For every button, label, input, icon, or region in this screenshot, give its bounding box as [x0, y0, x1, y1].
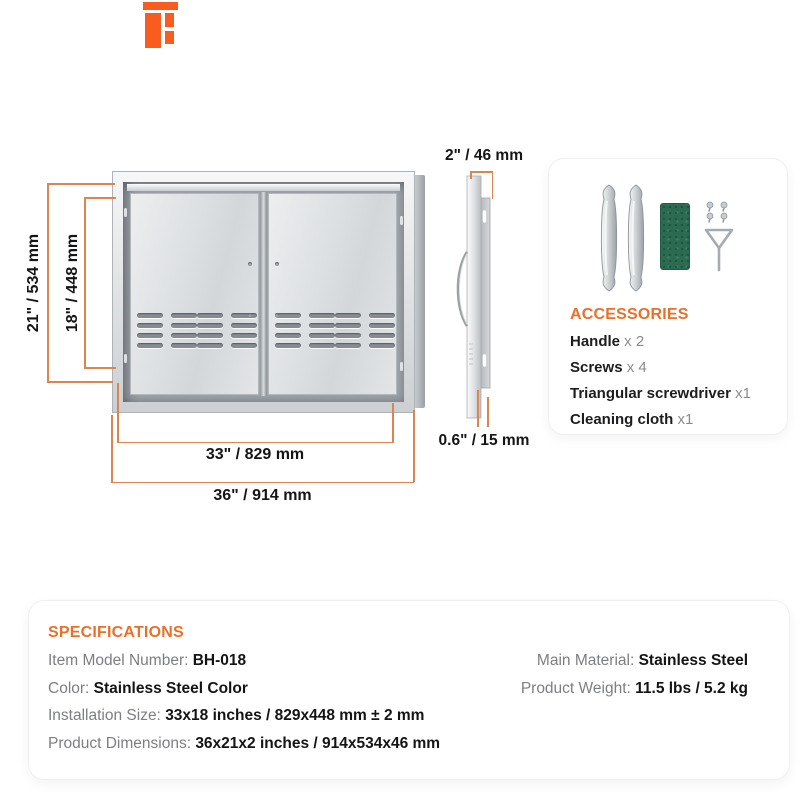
specifications-title: SPECIFICATIONS	[48, 624, 184, 641]
dim-thickness-label: 0.6" / 15 mm	[438, 432, 530, 449]
door-screw	[248, 313, 252, 317]
dim-width-inner-label: 33" / 829 mm	[205, 446, 305, 463]
accessory-item-cloth: Cleaning cloth x1	[570, 411, 694, 428]
side-door-bar	[467, 176, 481, 418]
screws-icon	[702, 200, 738, 224]
mount-slot	[483, 210, 487, 223]
frame-slit	[124, 354, 127, 363]
accessory-item-screwdriver: Triangular screwdriver x1	[570, 385, 751, 402]
spec-product-dimensions: Product Dimensions: 36x21x2 inches / 914x534x46 mm	[48, 735, 441, 752]
frame-highlight	[127, 184, 400, 191]
front-view-diagram	[112, 171, 425, 413]
dim-height-outer-label: 21" / 534 mm	[25, 233, 42, 333]
door-screw	[275, 262, 279, 266]
cleaning-cloth-icon	[660, 203, 690, 270]
spec-installation-size: Installation Size: 33x18 inches / 829x448 mm ± 2 mm	[48, 707, 425, 724]
dim-depth-label: 2" / 46 mm	[445, 147, 523, 164]
spec-item-model: Item Model Number: BH-018	[48, 652, 247, 669]
door-screw	[248, 262, 252, 266]
spec-product-weight: Product Weight: 11.5 lbs / 5.2 kg	[520, 680, 748, 697]
side-view-diagram	[453, 168, 507, 422]
frame-slit	[400, 216, 403, 225]
door-side-return	[415, 175, 425, 408]
frame-slit	[124, 208, 127, 217]
door-center-stile	[260, 192, 267, 396]
door-left-panel	[130, 193, 259, 395]
handle-icon	[624, 183, 648, 293]
door-right-panel	[268, 193, 397, 395]
spec-main-material: Main Material: Stainless Steel	[536, 652, 748, 669]
dim-width-outer-label: 36" / 914 mm	[213, 487, 312, 504]
door-outer-frame	[112, 171, 415, 413]
dim-height-inner-label: 18" / 448 mm	[64, 233, 81, 333]
mount-slot	[483, 354, 487, 367]
vent-slots	[137, 313, 251, 348]
handle-icon	[597, 183, 621, 293]
door-screw	[275, 313, 279, 317]
triangular-screwdriver-icon	[700, 226, 738, 274]
vent-slots	[275, 313, 389, 348]
spec-color: Color: Stainless Steel Color	[48, 680, 248, 697]
accessory-item-screws: Screws x 4	[570, 359, 647, 376]
frame-slit	[400, 362, 403, 371]
accessories-title: ACCESSORIES	[570, 306, 689, 323]
accessory-item-handle: Handle x 2	[570, 333, 645, 350]
